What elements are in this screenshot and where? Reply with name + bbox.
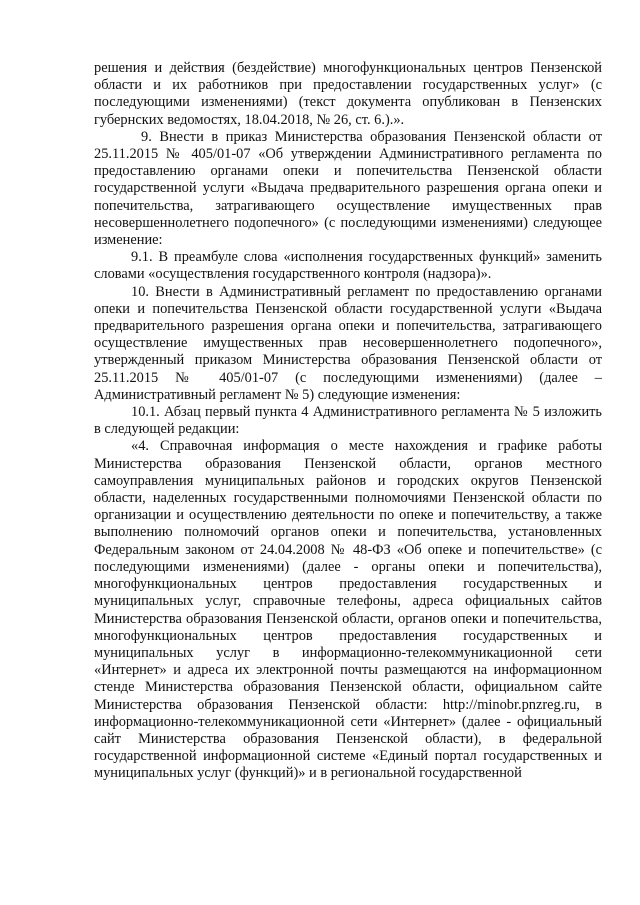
paragraph-continuation: решения и действия (бездействие) многофункциональных центров Пензенской области и их работников при предоставлении государственных услуг» (с последующими изменениями) (текст документа опубликован в Пензенских губернских ведомостях, 18.04.2018, № 26, ст. 6.).». [94,60,602,128]
paragraph-item-10: 10. Внести в Административный регламент по предоставлению органами опеки и попечительства Пензенской области государственной услуги «Выдача предварительного разрешения органа опеки и попечительства, затрагивающего осуществление имущественных прав несовершеннолетнего подопечного», утвержденный приказом Министерства образования Пензенской области от 25.11.2015 № 405/01-07 (с последующими изменениями) (далее – Административный регламент № 5) следующие изменения: [94,283,602,403]
document-body [94,60,602,783]
paragraph-item-9-1: 9.1. В преамбуле слова «исполнения государственных функций» заменить словами «осуществления государственного контроля (надзора)». [94,249,602,283]
paragraph-quoted-item-4: «4. Справочная информация о месте нахождения и графике работы Министерства образования Пензенской области, органов местного самоуправления муниципальных районов и городских округов Пензенской области, наделенных государственными полномочиями Пензенской области по организации и осуществлению деятельности по опеке и попечительству, а также выполнению полномочий органов опеки и попечительства, установленных Федеральным законом от 24.04.2008 № 48-ФЗ «Об опеке и попечительстве» (с последующими изменениями) (далее - органы опеки и попечительства), многофункциональных центров предоставления государственных и муниципальных услуг, справочные телефоны, адреса официальных сайтов Министерства образования Пензенской области, органов опеки и попечительства, многофункциональных центров предоставления государственных и муниципальных услуг в информационно-телекоммуникационной сети «Интернет» и адреса их электронной почты размещаются на информационном стенде Министерства образования Пензенской области, официальном сайте Министерства образования Пензенской области: http://minobr.pnzreg.ru, в информационно-телекоммуникационной сети «Интернет» (далее - официальный сайт Министерства образования Пензенской области), в федеральной государственной информационной системе «Единый портал государственных и муниципальных услуг (функций)» и в региональной государственной [94,438,602,782]
paragraph-item-9: 9. Внести в приказ Министерства образования Пензенской области от 25.11.2015 № 405/01-07 «Об утверждении Административного регламента по предоставлению органами опеки и попечительства Пензенской области государственной услуги «Выдача предварительного разрешения органа опеки и попечительства, затрагивающего осуществление имущественных прав несовершеннолетнего подопечного» (с последующими изменениями) следующее изменение: [94,128,602,249]
paragraph-item-10-1: 10.1. Абзац первый пункта 4 Административного регламента № 5 изложить в следующей редакции: [94,404,602,438]
